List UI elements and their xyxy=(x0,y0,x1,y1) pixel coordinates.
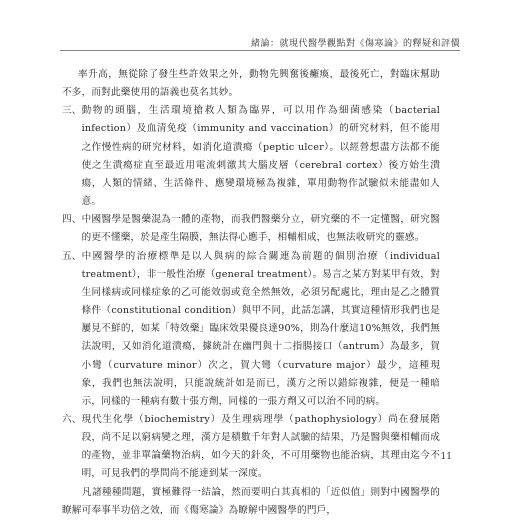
continuation-paragraph: 率升高，無從除了發生些許效果之外，動物先興奮後癱瘓，最後死亡，對臨床幫助不多，而對此藥使用的語義也莫名其妙。 xyxy=(62,69,440,99)
header-rule xyxy=(60,50,460,51)
running-header: 緒論：就現代醫學觀點對《傷寒論》的釋疑和評價 xyxy=(250,39,460,49)
closing-paragraph: 凡諸種種問題，實極難得一結論，然而要明白其真相的「近似值」則對中國醫學的瞭解可奉事半功倍之效，而《傷寒論》為瞭解中國醫學的門戶， xyxy=(62,486,440,516)
list-item-5 xyxy=(62,248,440,411)
list-number: 三、 xyxy=(62,105,82,117)
list-item-6 xyxy=(62,411,440,484)
list-item-3 xyxy=(62,102,440,211)
list-number: 五、 xyxy=(62,250,82,262)
page-number: 11 xyxy=(440,452,452,462)
list-text: 動物的頭腦，生活環境搶救人類為臨界，可以用作為細菌感染（bacterial infection）及血清免疫（immunity and vaccination）的研究材料，但不能用之作慢性病的研究材料，如消化道潰瘍（peptic ulcer）。以經營想盡方法都不能使之生潰瘍症直至最近用電流刺激其大腦皮層（cerebral cortex）後方始生潰瘍，人類的情緒、生活條件、應變環境極為複雜，單用動物作試驗似未能盡如人意。 xyxy=(81,105,440,208)
list-item-4 xyxy=(62,211,440,247)
list-number: 四、 xyxy=(62,214,82,226)
list-text: 中國醫學的治療標準是以人與病的綜合關連為前題的個別治療（individual treatment），非一般性治療（general treatment）。易言之某方對某甲有效，對生同樣病或同樣症象的乙可能效弱或竟全然無效，必須另配處比，理由是乙之體質條件（constitutional condition）與甲不同，此話怎講，其實這種情形我們也是屢見不鮮的，如某「特效藥」臨床效果優良達90%，則為什麼這10%無效，我們無法說明，又如消化道潰瘍，據統計在幽門與十二指腸接口（antrum）為最多，賀小彎（curvature minor）次之，賀大彎（curvature major）最少，這種現象，我們也無法說明，只能說統計如是而已，漢方之所以錯綜複雜，便是一種暗示，同樣的一種病有數十張方劑，同樣的一張方劑又可以治不同的病。 xyxy=(81,250,440,407)
list-number: 六、 xyxy=(62,413,82,425)
body-text xyxy=(62,66,440,520)
list-text: 現代生化學（biochemistry）及生理病理學（pathophysiology）尚在發展階段，尚不足以窮病變之理，漢方是積數千年對人試驗的結果，乃是醫與藥相輔而成的產物，並非單論藥物治病，如今天的針灸，不可用藥物也能治病，其理由迄今不明，可見我們的學問尚不能達到某一深度。 xyxy=(81,413,440,480)
list-text: 中國醫學是醫藥混為一體的產物，而我們醫藥分立，研究藥的不一定懂醫，研究醫的更不懂藥，於是產生隔膜，無法得心應手，相輔相成，也無法收研究的靈感。 xyxy=(81,214,440,244)
